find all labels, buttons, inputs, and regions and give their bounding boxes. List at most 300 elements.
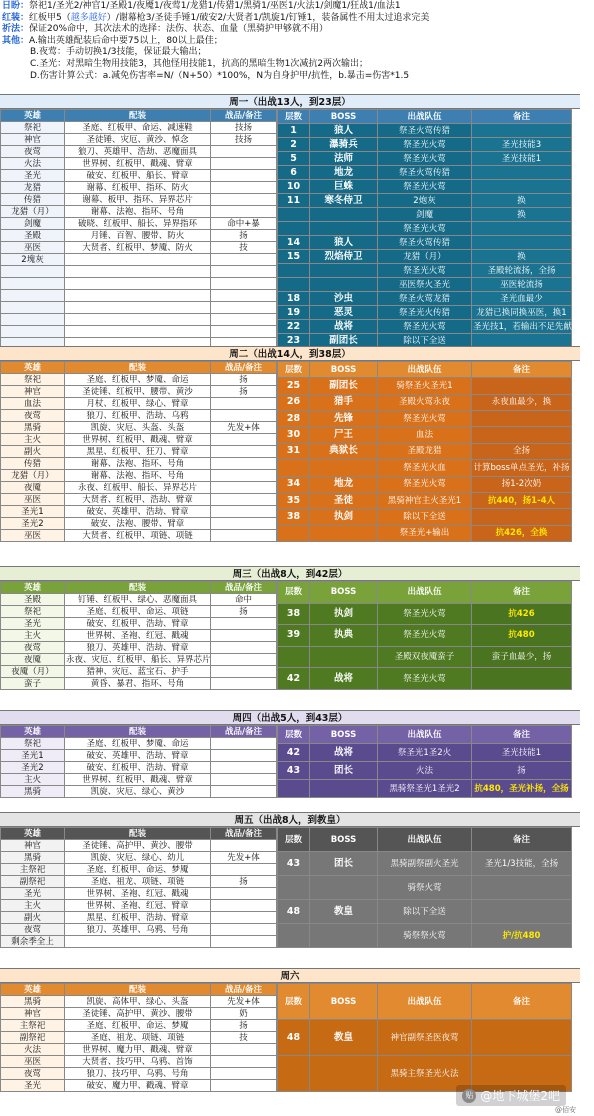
table-row — [1, 912, 277, 924]
floor-cell — [278, 924, 310, 948]
floor-cell: 23 — [278, 334, 310, 348]
week-section — [0, 812, 580, 948]
team-cell: 黑骑副祭副火圣光 — [378, 852, 472, 876]
item-cell — [211, 936, 277, 948]
team-cell: 祭圣光火莺 — [378, 138, 472, 152]
table-row — [1, 996, 277, 1008]
table-row — [278, 222, 572, 236]
gear-cell: 谢幕、法袍、指环、号角 — [65, 206, 211, 218]
intro-line-b: B.夜莺：手动切换1/3技能，保证最大输出； — [30, 47, 207, 58]
hero-cell: 夜莺 — [1, 146, 65, 158]
item-cell — [211, 666, 277, 678]
hero-cell: 圣光2 — [1, 518, 65, 530]
table-row — [1, 606, 277, 618]
team-cell: 2炮灰 — [378, 194, 472, 208]
note-cell — [472, 180, 572, 194]
note-cell: 圣光技1，若输出不足先献祭1人 — [473, 321, 594, 332]
boss-header: BOSS — [310, 582, 378, 604]
boss-cell: 战将 — [310, 668, 378, 690]
item-cell — [211, 206, 277, 218]
gear-header: 配装 — [65, 362, 211, 374]
hero-cell: 主火 — [1, 434, 65, 446]
table-row — [278, 924, 572, 948]
watermark-text: @地下城堡2吧 — [480, 1089, 560, 1103]
team-cell: 祭圣光火莺 — [378, 625, 472, 647]
hero-cell: 圣光 — [1, 618, 65, 630]
note-cell — [472, 222, 572, 236]
table-row — [278, 852, 572, 876]
item-cell — [211, 482, 277, 494]
table-row — [1, 398, 277, 410]
gear-cell: 破安、红板甲、浩劫、臂章 — [65, 618, 211, 630]
note-header: 备注 — [472, 828, 572, 852]
item-cell: 技 — [211, 1032, 277, 1044]
item-cell — [211, 630, 277, 642]
item-header: 战品/备注 — [211, 110, 277, 122]
gear-cell: 世界树、圣袍、红冠、戳魂 — [65, 630, 211, 642]
loadout-table — [0, 109, 277, 362]
floor-cell — [278, 278, 310, 292]
gear-cell: 圣庭、红板甲、命运、项链 — [65, 606, 211, 618]
gear-cell: 谢幕、板甲、指环、异界芯片 — [65, 194, 211, 206]
note-cell: 圣光技能1 — [472, 744, 572, 762]
hero-cell — [1, 266, 65, 278]
item-cell — [211, 446, 277, 458]
item-cell — [211, 314, 277, 326]
note-cell — [472, 236, 572, 250]
boss-cell: 执典 — [310, 625, 378, 647]
floor-cell: 39 — [278, 625, 310, 647]
gear-cell — [65, 326, 211, 338]
team-cell: 祭圣光火血 — [378, 460, 472, 476]
note-cell: 抗426 — [472, 603, 572, 625]
team-cell: 剑魔 — [378, 208, 472, 222]
hero-cell: 巫医 — [1, 242, 65, 254]
item-cell: 扬 — [211, 876, 277, 888]
table-row — [1, 678, 277, 690]
gear-header: 配装 — [65, 110, 211, 122]
boss-cell: 团长 — [310, 762, 378, 780]
intro-notes — [0, 0, 580, 82]
item-cell — [211, 900, 277, 912]
hero-cell: 夜魇 — [1, 654, 65, 666]
table-row — [278, 236, 572, 250]
table-row — [278, 427, 572, 443]
item-cell: 扬 — [211, 230, 277, 242]
table-row — [1, 470, 277, 482]
note-cell: 圣光技能1 — [472, 152, 572, 166]
item-cell: 先发+体 — [211, 422, 277, 434]
team-cell: 神官副祭圣医夜莺 — [378, 1020, 472, 1056]
gear-cell: 圣庭、祖龙、项链、项链 — [65, 1032, 211, 1044]
gear-cell: 凯旋、灾厄、绿心、幼儿 — [65, 852, 211, 864]
item-cell — [211, 434, 277, 446]
hero-cell: 圣光 — [1, 888, 65, 900]
item-cell — [211, 654, 277, 666]
note-cell: 巫医轮流扬 — [472, 278, 572, 292]
table-row — [278, 744, 572, 762]
hero-cell: 夜莺 — [1, 1068, 65, 1080]
floor-cell: 15 — [278, 250, 310, 264]
intro-line-d: D.伤害计算公式：a.减免伤害率=N/（N+50）*100%，N为自身护甲/抗性，b.暴击=伤害*1.5 — [30, 70, 410, 81]
team-cell: 祭圣火莺传猎 — [378, 236, 472, 250]
week-title: 周三（出战8人，到42层） — [0, 566, 580, 581]
hero-cell: 神官 — [1, 386, 65, 398]
boss-cell: 教皇 — [310, 900, 378, 924]
hero-cell: 圣殿 — [1, 594, 65, 606]
floor-cell — [278, 780, 310, 798]
item-cell — [211, 924, 277, 936]
floor-header: 层数 — [278, 984, 310, 1020]
note-cell — [472, 427, 572, 443]
note-cell: 圣光血最少 — [472, 292, 572, 306]
item-cell — [211, 530, 277, 542]
hero-header: 英雄 — [1, 828, 65, 840]
boss-cell — [310, 924, 378, 948]
item-cell — [211, 146, 277, 158]
hero-header: 英雄 — [1, 984, 65, 996]
hero-header: 英雄 — [1, 582, 65, 594]
item-header: 战品/备注 — [211, 582, 277, 594]
floor-cell: 25 — [278, 378, 310, 394]
intro-line-red-gear: 红装：红板甲5（越多越好）/谢幕枪3/圣徒手锤1/破安2/大贤者1/凯旋1/钉锤1，装备属性不用太过追求完美 — [2, 12, 430, 23]
item-cell — [211, 1056, 277, 1068]
table-row — [1, 864, 277, 876]
boss-cell: 圣徒 — [310, 492, 378, 508]
gear-cell: 大贤者、红板甲、浩劫、臂章 — [65, 494, 211, 506]
table-row — [278, 166, 572, 180]
table-row — [278, 264, 572, 278]
note-cell — [472, 900, 572, 924]
gear-cell: 黑星、红板甲、浩劫、臂章 — [65, 912, 211, 924]
loadout-table — [0, 827, 277, 948]
watermark-sub: @佰安 — [555, 1106, 576, 1114]
table-row — [1, 170, 277, 182]
table-row — [1, 206, 277, 218]
team-cell: 祭圣光1圣2火 — [378, 744, 472, 762]
table-row — [278, 320, 572, 334]
boss-cell: 战将 — [310, 744, 378, 762]
table-row — [1, 1032, 277, 1044]
hero-cell: 祭祀 — [1, 606, 65, 618]
table-row — [1, 446, 277, 458]
floor-cell: 43 — [278, 852, 310, 876]
team-header: 出战队伍 — [378, 582, 472, 604]
hero-cell: 主火 — [1, 774, 65, 786]
table-row — [1, 750, 277, 762]
note-header: 备注 — [472, 984, 572, 1020]
table-row — [278, 306, 572, 320]
floor-cell: 35 — [278, 492, 310, 508]
week-section — [0, 94, 594, 362]
gear-cell — [65, 254, 211, 266]
team-header: 出战队伍 — [378, 828, 472, 852]
note-cell: 圣殿轮流扬，全扬 — [472, 264, 572, 278]
hero-cell: 圣光2 — [1, 762, 65, 774]
floor-cell — [278, 525, 310, 541]
table-row — [278, 180, 572, 194]
hero-cell: 圣光 — [1, 1080, 65, 1092]
week-section — [0, 346, 580, 542]
hero-cell: 神官 — [1, 840, 65, 852]
item-cell: 技 — [211, 242, 277, 254]
hero-cell: 祭祀 — [1, 122, 65, 134]
floor-cell: 48 — [278, 1020, 310, 1056]
hero-cell: 传猎 — [1, 194, 65, 206]
hero-cell — [1, 278, 65, 290]
gear-cell: 狼刀、技巧甲、乌鸦、号角 — [65, 1068, 211, 1080]
team-header: 出战队伍 — [378, 984, 472, 1020]
table-row — [1, 900, 277, 912]
item-cell — [211, 398, 277, 410]
hero-cell: 圣光1 — [1, 506, 65, 518]
table-row — [278, 492, 572, 508]
item-header: 战品/备注 — [211, 362, 277, 374]
hero-cell: 圣殿 — [1, 230, 65, 242]
hero-cell: 神官 — [1, 1008, 65, 1020]
hero-cell — [1, 314, 65, 326]
boss-cell — [310, 525, 378, 541]
team-cell: 祭圣光火莺 — [378, 180, 472, 194]
team-header: 出战队伍 — [378, 110, 472, 124]
note-cell — [472, 166, 572, 180]
gear-cell: 圣庭、祖龙、项链、项链 — [65, 876, 211, 888]
week-section — [0, 566, 580, 690]
gear-cell: 谢幕、红板甲、指环、防火 — [65, 182, 211, 194]
table-row — [278, 603, 572, 625]
team-cell: 祭圣光火传猎 — [378, 306, 472, 320]
gear-cell: 破安、红板甲、浩劫、臂章 — [65, 762, 211, 774]
team-cell: 祭圣火莺龙猎 — [378, 292, 472, 306]
week-title: 周一（出战13人，到23层） — [0, 94, 580, 109]
floor-cell: 42 — [278, 668, 310, 690]
boss-table — [277, 725, 572, 798]
table-row — [1, 302, 277, 314]
table-row — [278, 762, 572, 780]
item-cell: 技扬 — [211, 134, 277, 146]
item-cell: 扬 — [211, 606, 277, 618]
table-row — [278, 625, 572, 647]
table-row — [1, 506, 277, 518]
table-row — [1, 762, 277, 774]
gear-cell: 钉锤、红板甲、绿心、恶魔面具 — [65, 594, 211, 606]
team-cell: 祭圣光火莺 — [378, 603, 472, 625]
floor-header: 层数 — [278, 110, 310, 124]
table-row — [1, 924, 277, 936]
table-row — [1, 1044, 277, 1056]
note-cell: 扬 — [472, 762, 572, 780]
hero-cell: 祭祀 — [1, 374, 65, 386]
item-cell — [211, 786, 277, 798]
team-header: 出战队伍 — [378, 362, 472, 378]
floor-cell — [278, 876, 310, 900]
hero-cell: 巫医 — [1, 530, 65, 542]
boss-cell: 猎手 — [310, 394, 378, 410]
table-row — [1, 290, 277, 302]
note-cell: 计算boss单点圣光，补扬 — [472, 460, 572, 476]
team-cell: 祭圣光火莺 — [378, 152, 472, 166]
item-cell — [211, 678, 277, 690]
table-row — [1, 194, 277, 206]
gear-cell: 永夜、红板甲、船长、异界芯片 — [65, 482, 211, 494]
table-row — [1, 134, 277, 146]
gear-cell: 大贤者、红板甲、梦魇、防火 — [65, 242, 211, 254]
item-cell: 扬 — [211, 374, 277, 386]
gear-cell — [65, 278, 211, 290]
hero-cell — [1, 290, 65, 302]
hero-cell: 副祭祀 — [1, 876, 65, 888]
boss-cell: 副团长 — [310, 378, 378, 394]
floor-cell: 10 — [278, 180, 310, 194]
item-cell — [211, 864, 277, 876]
table-row — [278, 443, 572, 459]
hero-cell: 龙猎 — [1, 182, 65, 194]
item-cell — [211, 494, 277, 506]
item-cell — [211, 458, 277, 470]
note-header: 备注 — [472, 110, 572, 124]
boss-cell: 地龙 — [310, 166, 378, 180]
item-cell — [211, 912, 277, 924]
hero-cell: 剩余季全上 — [1, 936, 65, 948]
hero-cell: 龙猎（月） — [1, 470, 65, 482]
table-row — [1, 182, 277, 194]
boss-cell: 瀑骑兵 — [310, 138, 378, 152]
gear-cell: 圣徒锤、红板甲、腰带、黄沙 — [65, 386, 211, 398]
table-row — [278, 292, 572, 306]
team-cell: 圣殿龙猎 — [378, 443, 472, 459]
boss-header: BOSS — [310, 110, 378, 124]
floor-header: 层数 — [278, 362, 310, 378]
gear-cell: 凯旋、灾厄、绿心、黄沙 — [65, 786, 211, 798]
table-row — [1, 158, 277, 170]
gear-cell: 狼刀、英雄甲、浩劫、臂章 — [65, 642, 211, 654]
note-cell: 抗480，圣光补扬，全扬 — [472, 780, 572, 798]
gear-cell: 世界树、圣袍、红冠、戳魂 — [65, 888, 211, 900]
table-row — [1, 642, 277, 654]
boss-header: BOSS — [310, 362, 378, 378]
table-row — [1, 530, 277, 542]
team-cell: 圣殿双夜魇蛮子 — [378, 646, 472, 668]
item-cell — [211, 888, 277, 900]
team-cell: 祭圣光火莺 — [378, 668, 472, 690]
table-row — [1, 936, 277, 948]
note-cell — [472, 411, 572, 427]
item-cell — [211, 840, 277, 852]
gear-cell: 圣庭、红板甲、命运、梦魇 — [65, 864, 211, 876]
item-cell — [211, 1068, 277, 1080]
gear-cell: 圣徒锤、高护甲、黄沙、腰带 — [65, 840, 211, 852]
note-cell: 换 — [472, 194, 572, 208]
table-row — [1, 434, 277, 446]
gear-cell — [65, 266, 211, 278]
table-row — [278, 476, 572, 492]
boss-table — [277, 361, 572, 542]
gear-cell: 圣徒锤、高护甲、黄沙、腰带 — [65, 1008, 211, 1020]
table-row — [1, 494, 277, 506]
table-row — [278, 460, 572, 476]
team-cell: 骑祭火莺 — [378, 876, 472, 900]
table-row — [278, 208, 572, 222]
gear-header: 配装 — [65, 828, 211, 840]
gear-cell: 圣庭、红板甲、梦魇、命运 — [65, 374, 211, 386]
hero-cell: 副祭祀 — [1, 1032, 65, 1044]
boss-cell: 副团长 — [310, 334, 378, 348]
team-cell: 黑骑祭圣光1圣光2 — [378, 780, 472, 798]
item-cell — [211, 266, 277, 278]
boss-cell — [310, 222, 378, 236]
hero-cell: 祭祀 — [1, 738, 65, 750]
intro-line-daily: 日盼：祭祀1/圣光2/神官1/圣殿1/夜魇1/夜莺1/龙猎1/传猎1/黑骑1/巫医1/火法1/剑魔1/狂战1/血法1 — [2, 1, 401, 11]
table-row — [278, 876, 572, 900]
item-cell — [211, 326, 277, 338]
table-row — [1, 618, 277, 630]
boss-header: BOSS — [310, 828, 378, 852]
floor-cell: 30 — [278, 427, 310, 443]
note-cell — [472, 1020, 572, 1056]
floor-cell: 14 — [278, 236, 310, 250]
table-row — [1, 122, 277, 134]
tieba-icon: 贴 — [462, 1089, 476, 1103]
item-cell — [211, 194, 277, 206]
table-row — [1, 774, 277, 786]
hero-cell: 2塊灰 — [1, 254, 65, 266]
note-cell: 圣光1/3技能，全扬 — [472, 852, 572, 876]
gear-cell: 永夜、灾厄、红板甲、船长、异界芯片 — [66, 654, 211, 665]
note-cell: 全扬 — [472, 443, 572, 459]
hero-cell — [1, 326, 65, 338]
table-row — [1, 786, 277, 798]
floor-cell: 19 — [278, 306, 310, 320]
boss-cell: 沙虫 — [310, 292, 378, 306]
team-cell: 祭圣光火莺 — [378, 476, 472, 492]
team-cell: 黑骑主祭圣光火法 — [378, 1056, 472, 1092]
item-cell — [211, 506, 277, 518]
boss-cell — [310, 646, 378, 668]
gear-cell: 月锤、百智、腰带、防火 — [65, 230, 211, 242]
floor-header: 层数 — [278, 828, 310, 852]
item-cell — [211, 170, 277, 182]
table-row — [1, 630, 277, 642]
team-cell: 祭圣光+输出 — [378, 525, 472, 541]
note-cell: 龙猎已换同换巫医，换1 — [472, 306, 572, 320]
table-row — [1, 278, 277, 290]
boss-header: BOSS — [310, 726, 378, 744]
item-cell — [211, 278, 277, 290]
table-row — [278, 780, 572, 798]
team-cell: 血法 — [378, 427, 472, 443]
item-cell: 命中+暴 — [211, 218, 277, 230]
team-cell: 骑祭祭火莺 — [378, 924, 472, 948]
gear-cell: 圣徒锤、灾厄、黄沙、悼念 — [65, 134, 211, 146]
boss-table — [277, 109, 594, 362]
team-cell: 除以下全送 — [378, 900, 472, 924]
item-cell — [211, 762, 277, 774]
item-cell — [211, 518, 277, 530]
floor-cell: 28 — [278, 411, 310, 427]
item-cell — [211, 290, 277, 302]
table-row — [1, 242, 277, 254]
hero-cell: 传猎 — [1, 458, 65, 470]
note-cell: 抗480 — [472, 625, 572, 647]
boss-cell: 教皇 — [310, 1020, 378, 1056]
item-cell — [211, 410, 277, 422]
floor-cell: 42 — [278, 744, 310, 762]
table-row — [278, 646, 572, 668]
intro-line-c: C.圣光：对黑暗生物用技能3，其他怪用技能1，抗高的黑暗生物1次减抗2两次输出； — [30, 58, 369, 69]
item-cell — [211, 774, 277, 786]
table-row — [278, 278, 572, 292]
team-cell: 祭圣光火莺 — [378, 320, 472, 334]
